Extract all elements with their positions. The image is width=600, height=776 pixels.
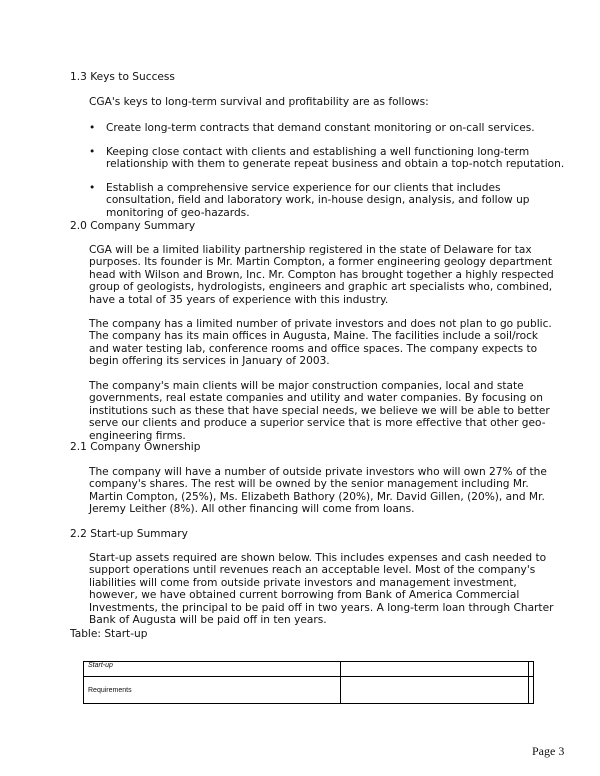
heading-company-summary: 2.0 Company Summary [70,220,196,232]
table-cell [341,677,529,704]
summary-paragraph-1: CGA will be a limited liability partnership registered in the state of Delaware for tax purposes. Its founder is Mr. Martin Compton, a former engineering geology department head with Wilson and Brown, Inc. Mr. Compton has brought together a highly respected group of geologists, hydrologists, engineers and graphic art specialists who, combined, have a total of 35 years of experience with this industry. [89,244,554,306]
startup-paragraph: Start-up assets required are shown below. This includes expenses and cash needed to support operations until revenues reach an acceptable level. Most of the company's liabilities will come from outside private investors and management investment, however, we have obtained current borrowing from Bank of America Commercial Investments, the principal to be paid off in two years. A long-term loan through Charter Bank of Augusta will be paid off in ten years. [89,552,554,627]
table-row [84,662,534,677]
summary-paragraph-3: The company's main clients will be major construction companies, local and state governments, real estate companies and utility and water companies. By focusing on institutions such as these that have special needs, we believe we will be able to better serve our clients and produce a superior service that is more effective that other geo-engineering firms. [89,380,550,442]
bullet-text: Create long-term contracts that demand constant monitoring or on-call services. [106,122,535,134]
heading-startup-summary: 2.2 Start-up Summary [70,528,188,540]
bullet-text: Keeping close contact with clients and establishing a well functioning long-term relationship with them to generate repeat business and obtain a top-notch reputation. [106,146,565,171]
bullet-icon: • [89,146,96,158]
heading-company-ownership: 2.1 Company Ownership [70,441,201,453]
summary-paragraph-2: The company has a limited number of private investors and does not plan to go public. The company has its main offices in Augusta, Maine. The facilities include a soil/rock and water testing lab, conference rooms and office spaces. The company expects to begin offering its services in January of 2003. [89,318,552,368]
heading-keys-to-success: 1.3 Keys to Success [70,71,175,83]
table-cell [529,677,534,704]
startup-table [83,661,534,704]
table-label: Table: Start-up [70,628,148,640]
table-cell [341,662,529,677]
page-number: Page 3 [532,744,565,758]
table-cell-startup: Start-up [84,662,341,677]
table-cell [529,662,534,677]
table-cell-requirements: Requirements [84,677,341,704]
keys-intro: CGA's keys to long-term survival and profitability are as follows: [89,96,429,108]
bullet-icon: • [89,182,96,194]
table-row [84,677,534,704]
ownership-paragraph: The company will have a number of outside private investors who will own 27% of the company's shares. The rest will be owned by the senior management including Mr. Martin Compton, (25%), Ms. Elizabeth Bathory (20%), Mr. David Gillen, (20%), and Mr. Jeremy Leither (8%). All other financing will come from loans. [89,466,547,516]
bullet-text: Establish a comprehensive service experience for our clients that includes consultation, field and laboratory work, in-house design, analysis, and follow up monitoring of geo-hazards. [106,182,530,219]
bullet-icon: • [89,122,96,134]
